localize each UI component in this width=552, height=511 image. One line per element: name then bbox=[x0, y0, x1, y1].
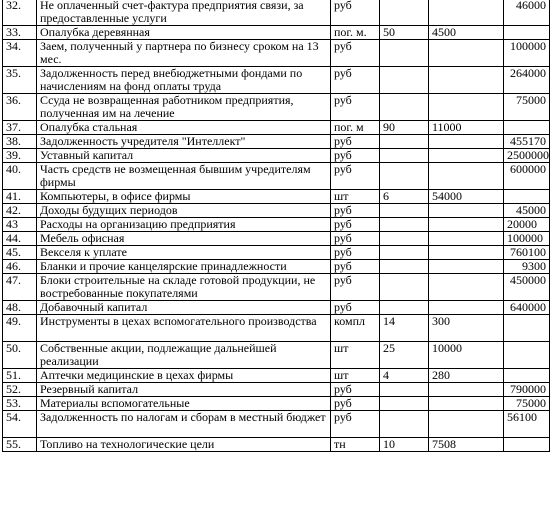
table-row bbox=[3, 218, 550, 232]
unit-of-measure-cell: руб bbox=[331, 94, 380, 121]
price-cell bbox=[429, 0, 504, 26]
unit-of-measure-cell: руб bbox=[331, 40, 380, 67]
unit-of-measure-cell: руб bbox=[331, 301, 380, 315]
item-name-cell: Часть средств не возмещенная бывшим учредителям фирмы bbox=[37, 163, 331, 190]
quantity-cell bbox=[380, 301, 429, 315]
item-name-cell: Уставный капитал bbox=[37, 149, 331, 163]
table-row bbox=[3, 260, 550, 274]
item-name-cell: Компьютеры, в офисе фирмы bbox=[37, 190, 331, 204]
unit-of-measure-cell: руб bbox=[331, 204, 380, 218]
amount-cell: 2500000 bbox=[504, 149, 550, 163]
item-name-cell: Опалубка деревянная bbox=[37, 26, 331, 40]
table-row bbox=[3, 411, 550, 438]
quantity-cell bbox=[380, 204, 429, 218]
price-cell bbox=[429, 163, 504, 190]
table-row bbox=[3, 369, 550, 383]
amount-cell: 56100 bbox=[504, 411, 550, 438]
amount-cell bbox=[504, 121, 550, 135]
amount-cell bbox=[504, 369, 550, 383]
row-number-cell: 38. bbox=[3, 135, 37, 149]
row-number-cell: 54. bbox=[3, 411, 37, 438]
amount-cell bbox=[504, 190, 550, 204]
row-number-cell: 45. bbox=[3, 246, 37, 260]
price-cell bbox=[429, 149, 504, 163]
unit-of-measure-cell: шт bbox=[331, 369, 380, 383]
price-cell: 280 bbox=[429, 369, 504, 383]
quantity-cell bbox=[380, 67, 429, 94]
price-cell bbox=[429, 301, 504, 315]
row-number-cell: 42. bbox=[3, 204, 37, 218]
item-name-cell: Заем, полученный у партнера по бизнесу сроком на 13 мес. bbox=[37, 40, 331, 67]
price-cell bbox=[429, 383, 504, 397]
quantity-cell: 50 bbox=[380, 26, 429, 40]
row-number-cell: 41. bbox=[3, 190, 37, 204]
amount-cell: 455170 bbox=[504, 135, 550, 149]
row-number-cell: 39. bbox=[3, 149, 37, 163]
unit-of-measure-cell: руб bbox=[331, 135, 380, 149]
item-name-cell: Собственные акции, подлежащие дальнейшей реализации bbox=[37, 342, 331, 369]
price-cell bbox=[429, 67, 504, 94]
quantity-cell bbox=[380, 232, 429, 246]
amount-cell: 450000 bbox=[504, 274, 550, 301]
item-name-cell: Резервный капитал bbox=[37, 383, 331, 397]
table-row bbox=[3, 397, 550, 411]
row-number-cell: 46. bbox=[3, 260, 37, 274]
row-number-cell: 52. bbox=[3, 383, 37, 397]
quantity-cell: 25 bbox=[380, 342, 429, 369]
quantity-cell bbox=[380, 246, 429, 260]
unit-of-measure-cell: руб bbox=[331, 383, 380, 397]
accounts-table bbox=[2, 0, 550, 452]
price-cell bbox=[429, 218, 504, 232]
row-number-cell: 55. bbox=[3, 438, 37, 452]
table-row bbox=[3, 149, 550, 163]
row-number-cell: 47. bbox=[3, 274, 37, 301]
row-number-cell: 51. bbox=[3, 369, 37, 383]
row-number-cell: 49. bbox=[3, 315, 37, 342]
table-row bbox=[3, 246, 550, 260]
amount-cell bbox=[504, 342, 550, 369]
item-name-cell: Материалы вспомогательные bbox=[37, 397, 331, 411]
unit-of-measure-cell: пог. м. bbox=[331, 26, 380, 40]
amount-cell: 790000 bbox=[504, 383, 550, 397]
unit-of-measure-cell: шт bbox=[331, 190, 380, 204]
quantity-cell bbox=[380, 397, 429, 411]
unit-of-measure-cell: руб bbox=[331, 411, 380, 438]
amount-cell: 100000 bbox=[504, 232, 550, 246]
amount-cell: 75000 bbox=[504, 397, 550, 411]
table-row bbox=[3, 274, 550, 301]
price-cell: 7508 bbox=[429, 438, 504, 452]
item-name-cell: Векселя к уплате bbox=[37, 246, 331, 260]
table-row bbox=[3, 135, 550, 149]
item-name-cell: Топливо на технологические цели bbox=[37, 438, 331, 452]
amount-cell bbox=[504, 26, 550, 40]
quantity-cell: 4 bbox=[380, 369, 429, 383]
item-name-cell: Добавочный капитал bbox=[37, 301, 331, 315]
table-row bbox=[3, 315, 550, 342]
unit-of-measure-cell: руб bbox=[331, 149, 380, 163]
quantity-cell bbox=[380, 40, 429, 67]
unit-of-measure-cell: шт bbox=[331, 342, 380, 369]
amount-cell: 640000 bbox=[504, 301, 550, 315]
quantity-cell: 90 bbox=[380, 121, 429, 135]
price-cell bbox=[429, 260, 504, 274]
amount-cell: 9300 bbox=[504, 260, 550, 274]
amount-cell: 75000 bbox=[504, 94, 550, 121]
amount-cell: 20000 bbox=[504, 218, 550, 232]
price-cell: 10000 bbox=[429, 342, 504, 369]
table-row bbox=[3, 204, 550, 218]
price-cell bbox=[429, 397, 504, 411]
table-body bbox=[3, 0, 550, 452]
row-number-cell: 44. bbox=[3, 232, 37, 246]
row-number-cell: 40. bbox=[3, 163, 37, 190]
item-name-cell: Бланки и прочие канцелярские принадлежности bbox=[37, 260, 331, 274]
item-name-cell: Инструменты в цехах вспомогательного производства bbox=[37, 315, 331, 342]
price-cell bbox=[429, 135, 504, 149]
price-cell bbox=[429, 411, 504, 438]
unit-of-measure-cell: руб bbox=[331, 397, 380, 411]
price-cell: 300 bbox=[429, 315, 504, 342]
item-name-cell: Задолженность учредителя "Интеллект" bbox=[37, 135, 331, 149]
quantity-cell bbox=[380, 383, 429, 397]
table-row bbox=[3, 190, 550, 204]
table-row bbox=[3, 121, 550, 135]
item-name-cell: Мебель офисная bbox=[37, 232, 331, 246]
item-name-cell: Аптечки медицинские в цехах фирмы bbox=[37, 369, 331, 383]
table-row bbox=[3, 438, 550, 452]
table-row bbox=[3, 163, 550, 190]
price-cell: 54000 bbox=[429, 190, 504, 204]
row-number-cell: 53. bbox=[3, 397, 37, 411]
item-name-cell: Блоки строительные на складе готовой продукции, не востребованные покупателями bbox=[37, 274, 331, 301]
row-number-cell: 33. bbox=[3, 26, 37, 40]
price-cell bbox=[429, 274, 504, 301]
quantity-cell bbox=[380, 411, 429, 438]
item-name-cell: Ссуда не возвращенная работником предприятия, полученная им на лечение bbox=[37, 94, 331, 121]
row-number-cell: 50. bbox=[3, 342, 37, 369]
price-cell bbox=[429, 204, 504, 218]
quantity-cell: 6 bbox=[380, 190, 429, 204]
table-row bbox=[3, 67, 550, 94]
row-number-cell: 35. bbox=[3, 67, 37, 94]
item-name-cell: Задолженность по налогам и сборам в местный бюджет bbox=[37, 411, 331, 438]
table-row bbox=[3, 232, 550, 246]
item-name-cell: Опалубка стальная bbox=[37, 121, 331, 135]
unit-of-measure-cell: руб bbox=[331, 260, 380, 274]
row-number-cell: 48. bbox=[3, 301, 37, 315]
unit-of-measure-cell: руб bbox=[331, 232, 380, 246]
amount-cell: 760100 bbox=[504, 246, 550, 260]
quantity-cell bbox=[380, 274, 429, 301]
unit-of-measure-cell: руб bbox=[331, 218, 380, 232]
row-number-cell: 32. bbox=[3, 0, 37, 26]
quantity-cell bbox=[380, 135, 429, 149]
item-name-cell: Расходы на организацию предприятия bbox=[37, 218, 331, 232]
price-cell bbox=[429, 40, 504, 67]
row-number-cell: 34. bbox=[3, 40, 37, 67]
unit-of-measure-cell: руб bbox=[331, 67, 380, 94]
price-cell bbox=[429, 94, 504, 121]
quantity-cell bbox=[380, 218, 429, 232]
unit-of-measure-cell: тн bbox=[331, 438, 380, 452]
price-cell bbox=[429, 232, 504, 246]
quantity-cell: 14 bbox=[380, 315, 429, 342]
unit-of-measure-cell: компл bbox=[331, 315, 380, 342]
quantity-cell bbox=[380, 149, 429, 163]
row-number-cell: 37. bbox=[3, 121, 37, 135]
amount-cell: 100000 bbox=[504, 40, 550, 67]
amount-cell bbox=[504, 315, 550, 342]
item-name-cell: Не оплаченный счет-фактура предприятия связи, за предоставленные услуги bbox=[37, 0, 331, 26]
row-number-cell: 36. bbox=[3, 94, 37, 121]
unit-of-measure-cell: пог. м bbox=[331, 121, 380, 135]
price-cell: 11000 bbox=[429, 121, 504, 135]
unit-of-measure-cell: руб bbox=[331, 274, 380, 301]
price-cell bbox=[429, 246, 504, 260]
quantity-cell bbox=[380, 260, 429, 274]
table-row bbox=[3, 383, 550, 397]
quantity-cell bbox=[380, 0, 429, 26]
quantity-cell: 10 bbox=[380, 438, 429, 452]
amount-cell: 264000 bbox=[504, 67, 550, 94]
table-row bbox=[3, 0, 550, 26]
quantity-cell bbox=[380, 94, 429, 121]
unit-of-measure-cell: руб bbox=[331, 246, 380, 260]
table-row bbox=[3, 301, 550, 315]
row-number-cell: 43 bbox=[3, 218, 37, 232]
amount-cell: 45000 bbox=[504, 204, 550, 218]
table-row bbox=[3, 94, 550, 121]
price-cell: 4500 bbox=[429, 26, 504, 40]
amount-cell: 600000 bbox=[504, 163, 550, 190]
unit-of-measure-cell: руб bbox=[331, 163, 380, 190]
unit-of-measure-cell: руб bbox=[331, 0, 380, 26]
item-name-cell: Задолженность перед внебюджетными фондами по начислениям на фонд оплаты труда bbox=[37, 67, 331, 94]
quantity-cell bbox=[380, 163, 429, 190]
amount-cell: 46000 bbox=[504, 0, 550, 26]
table-row bbox=[3, 40, 550, 67]
amount-cell bbox=[504, 438, 550, 452]
table-row bbox=[3, 26, 550, 40]
table-row bbox=[3, 342, 550, 369]
item-name-cell: Доходы будущих периодов bbox=[37, 204, 331, 218]
